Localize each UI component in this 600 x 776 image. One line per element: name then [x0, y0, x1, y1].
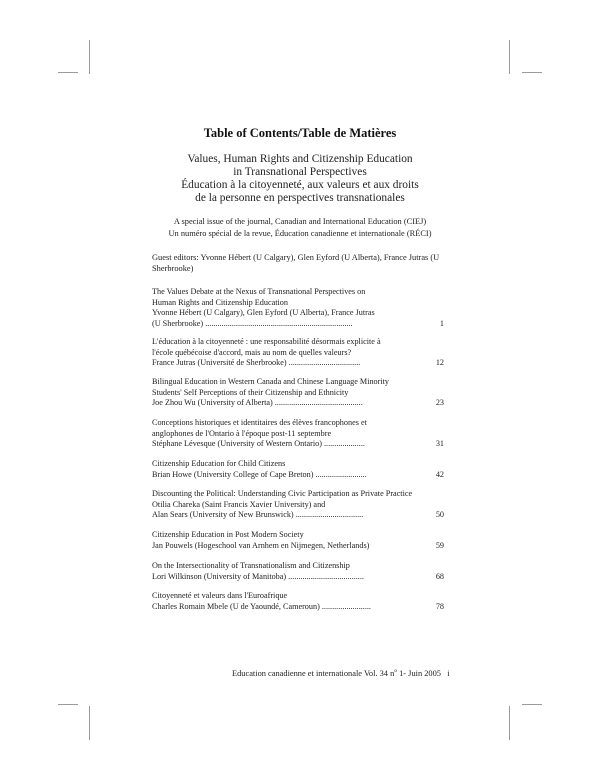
entry-line: Bilingual Education in Western Canada and Chinese Language Minority	[152, 377, 390, 386]
entry-line: Citoyenneté et valeurs dans l'Euroafrique	[152, 591, 288, 600]
entry-author-line: Jan Pouwels (Hogeschool van Arnhem en Nijmegen, Netherlands)	[152, 540, 370, 550]
footer-issue: $n^o$ 1- Juin 2005	[390, 668, 441, 678]
entry-line	[152, 572, 444, 583]
toc-entry[interactable]	[152, 337, 444, 369]
toc-entry[interactable]	[152, 489, 444, 521]
entry-line: l'école québécoise d'accord, mais au nom de quelles valeurs?	[152, 347, 352, 357]
entry-line	[152, 439, 444, 450]
toc-entry[interactable]	[152, 287, 444, 329]
entry-author-line: Stéphane Lévesque (University of Western Ontario) ....................	[152, 439, 365, 448]
footer-journal: Education canadienne et internationale	[232, 668, 362, 678]
entry-line: Students' Self Perceptions of their Citizenship and Ethnicity	[152, 387, 349, 397]
page-title: Table of Contents/Table de Matières	[203, 126, 397, 140]
page-footer	[232, 668, 450, 678]
entry-line: On the Intersectionality of Transnationalism and Citizenship	[152, 561, 350, 570]
entry-line: L'éducation à la citoyenneté : une responsabilité désormais explicite à	[152, 337, 381, 346]
entry-line: The Values Debate at the Nexus of Transnational Perspectives on	[152, 287, 366, 296]
subtitle-line: in Transnational Perspectives	[233, 166, 367, 178]
entry-author-line: Alan Sears (University of New Brunswick) .................................	[152, 510, 364, 519]
subtitle-line: de la personne en perspectives transnationales	[195, 192, 405, 204]
page-number: 1	[439, 318, 444, 328]
entry-author-line: France Jutras (Université de Sherbrooke) ...................................	[152, 358, 361, 367]
toc-entry[interactable]	[152, 561, 444, 582]
entry-line	[152, 319, 444, 330]
entry-author-line: Lori Wilkinson (University of Manitoba) .....................................	[152, 571, 364, 581]
special-issue-line: Un numéro spécial de la revue, Éducation canadienne et internationale (RÉCI)	[168, 228, 432, 238]
entry-line: Otilia Chareka (Saint Francis Xavier University) and	[152, 499, 326, 509]
issue-subtitle	[130, 153, 470, 205]
footer-page-number: i	[447, 668, 450, 678]
entry-author-line: (U Sherbrooke) ........................................................................	[152, 318, 353, 328]
entry-line	[152, 358, 444, 369]
guest-editors: Guest editors: Yvonne Hébert (U Calgary), Glen Eyford (U Alberta), France Jutras (U Sherbrooke)	[152, 253, 440, 273]
toc-entry[interactable]	[152, 418, 444, 450]
entry-line	[152, 541, 444, 552]
page-number: 68	[435, 571, 444, 581]
crop-mark	[89, 706, 90, 740]
crop-mark	[89, 40, 90, 74]
entry-line	[152, 602, 444, 613]
entry-line	[152, 398, 444, 409]
toc-entry[interactable]	[152, 377, 444, 409]
subtitle-line: Values, Human Rights and Citizenship Education	[187, 153, 413, 165]
entry-author-line: Brian Howe (University College of Cape Breton) .........................	[152, 469, 367, 479]
toc-entry[interactable]	[152, 591, 444, 612]
toc-entry[interactable]	[152, 530, 444, 551]
toc-entry[interactable]	[152, 459, 444, 480]
entry-line: anglophones de l'Ontario à l'époque post-11 septembre	[152, 428, 332, 438]
crop-mark	[522, 704, 542, 705]
special-issue-line: A special issue of the journal, Canadian and International Education (CIEJ)	[173, 217, 427, 226]
page-number: 59	[435, 540, 444, 550]
crop-mark	[509, 40, 510, 74]
entry-line	[152, 470, 444, 481]
entry-line: Citizenship Education for Child Citizens	[152, 459, 286, 468]
subtitle-line: Éducation à la citoyenneté, aux valeurs et aux droits	[181, 179, 419, 191]
entry-line: Conceptions historiques et identitaires des élèves francophones et	[152, 418, 367, 427]
special-issue-note	[120, 216, 480, 239]
crop-mark	[58, 72, 78, 73]
crop-mark	[58, 704, 78, 705]
entry-line: Citizenship Education in Post Modern Society	[152, 530, 304, 539]
page-number: 78	[435, 601, 444, 611]
page-number: 31	[435, 439, 444, 448]
entry-author-line: Joe Zhou Wu (University of Alberta) ...........................................	[152, 398, 363, 407]
entry-line: Discounting the Political: Understanding Civic Participation as Private Practice	[152, 489, 413, 498]
page-number: 23	[435, 398, 444, 407]
crop-mark	[522, 72, 542, 73]
footer-volume: Vol. 34	[363, 668, 388, 678]
crop-mark	[509, 706, 510, 740]
entry-author-line: Charles Romain Mbele (U de Yaoundé, Cameroun) ........................	[152, 601, 371, 611]
page-number: 12	[435, 358, 444, 367]
page-number: 50	[435, 510, 444, 519]
entry-line: Yvonne Hébert (U Calgary), Glen Eyford (U Alberta), France Jutras	[152, 308, 375, 317]
page-number: 42	[435, 469, 444, 479]
entry-line	[152, 510, 444, 521]
entry-line: Human Rights and Citizenship Education	[152, 297, 288, 307]
